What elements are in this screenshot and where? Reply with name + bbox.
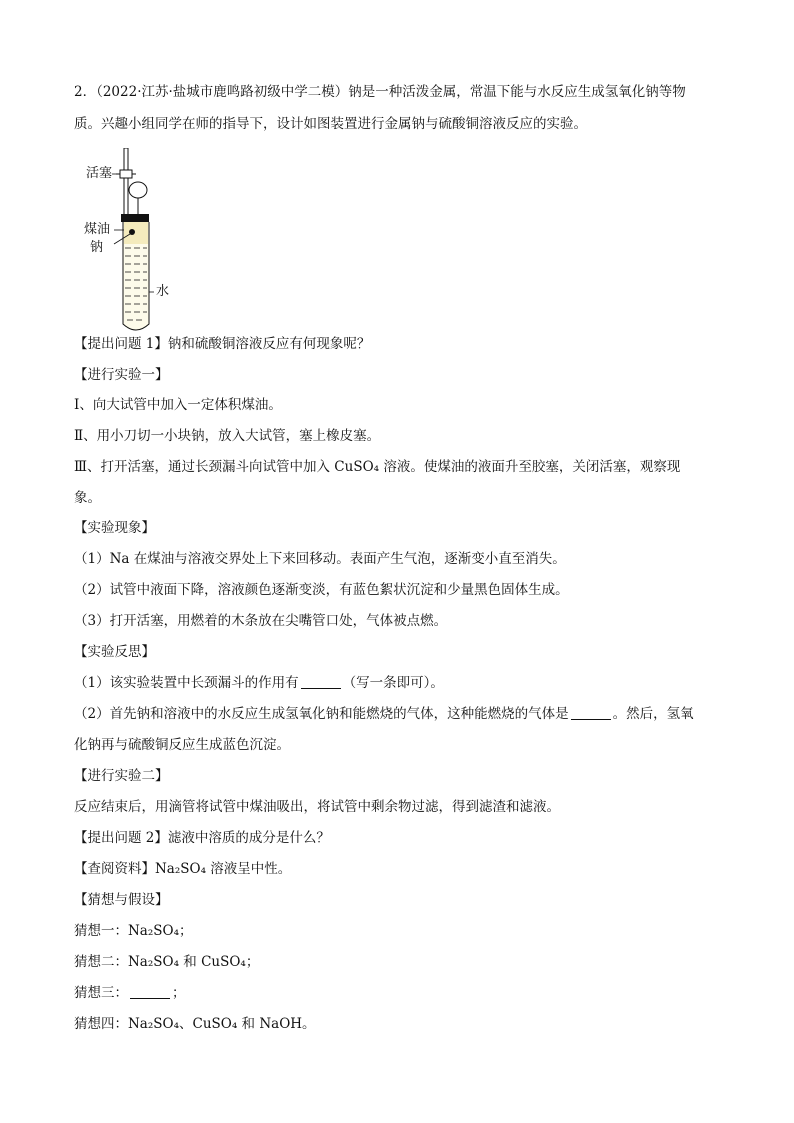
reflection-1-text: （1）该实验装置中长颈漏斗的作用有 — [74, 675, 299, 691]
experiment-2-text: 反应结束后，用滴管将试管中煤油吸出，将试管中剩余物过滤，得到滤渣和滤液。 — [74, 799, 560, 815]
reference-info: 【查阅资料】Na₂SO₄ 溶液呈中性。 — [74, 861, 292, 877]
step-3-line-1: Ⅲ、打开活塞，通过长颈漏斗向试管中加入 CuSO₄ 溶液。使煤油的液面升至胶塞，关闭活塞，观察现 — [74, 459, 681, 475]
hypothesis-title: 【猜想与假设】 — [74, 892, 169, 908]
label-sodium: 钠 — [90, 240, 104, 255]
hypothesis-3 — [74, 983, 186, 1003]
hypothesis-3-label: 猜想三： — [74, 985, 128, 1001]
question-line-2: 质。兴趣小组同学在师的指导下，设计如图装置进行金属钠与硫酸铜溶液反应的实验。 — [74, 116, 587, 132]
hypothesis-3-suffix: ； — [172, 985, 186, 1001]
answer-blank-3[interactable] — [130, 984, 170, 999]
reflection-2-line-2: 化钠再与硫酸铜反应生成蓝色沉淀。 — [74, 737, 290, 753]
apparatus-figure — [80, 148, 190, 338]
reflection-1 — [74, 673, 444, 693]
experiment-1-title: 【进行实验一】 — [74, 367, 169, 383]
step-3-line-2: 象。 — [74, 490, 101, 506]
phenomena-title: 【实验现象】 — [74, 520, 155, 536]
reflection-2-text: （2）首先钠和溶液中的水反应生成氢氧化钠和能燃烧的气体，这种能燃烧的气体是 — [74, 706, 569, 722]
question-2-heading: 【提出问题 2】滤液中溶质的成分是什么？ — [74, 830, 330, 846]
phenomenon-2: （2）试管中液面下降，溶液颜色逐渐变淡，有蓝色絮状沉淀和少量黑色固体生成。 — [74, 582, 569, 598]
step-1: Ⅰ、向大试管中加入一定体积煤油。 — [74, 397, 282, 413]
hypothesis-2: 猜想二：Na₂SO₄ 和 CuSO₄； — [74, 954, 260, 970]
answer-blank-1[interactable] — [301, 674, 341, 689]
reflection-2 — [74, 704, 694, 724]
hypothesis-1: 猜想一：Na₂SO₄； — [74, 923, 193, 939]
label-kerosene: 煤油 — [84, 222, 111, 237]
question-1-heading: 【提出问题 1】钠和硫酸铜溶液反应有何现象呢？ — [74, 336, 371, 352]
hypothesis-4: 猜想四：Na₂SO₄、CuSO₄ 和 NaOH。 — [74, 1016, 316, 1032]
experiment-2-title: 【进行实验二】 — [74, 768, 169, 784]
reflection-title: 【实验反思】 — [74, 644, 155, 660]
reflection-1-suffix: （写一条即可）。 — [342, 675, 444, 691]
label-water: 水 — [156, 284, 170, 299]
phenomenon-3: （3）打开活塞，用燃着的木条放在尖嘴管口处，气体被点燃。 — [74, 613, 448, 629]
phenomenon-1: （1）Na 在煤油与溶液交界处上下来回移动。表面产生气泡，逐渐变小直至消失。 — [74, 551, 566, 567]
reflection-2-suffix: 。然后，氢氧 — [612, 706, 694, 722]
step-2: Ⅱ、用小刀切一小块钠，放入大试管，塞上橡皮塞。 — [74, 428, 381, 444]
answer-blank-2[interactable] — [571, 705, 611, 720]
label-valve: 活塞 — [86, 166, 113, 181]
question-line-1: 2．（2022·江苏·盐城市鹿鸣路初级中学二模）钠是一种活泼金属，常温下能与水反应生成氢氧化钠等物 — [74, 84, 686, 100]
